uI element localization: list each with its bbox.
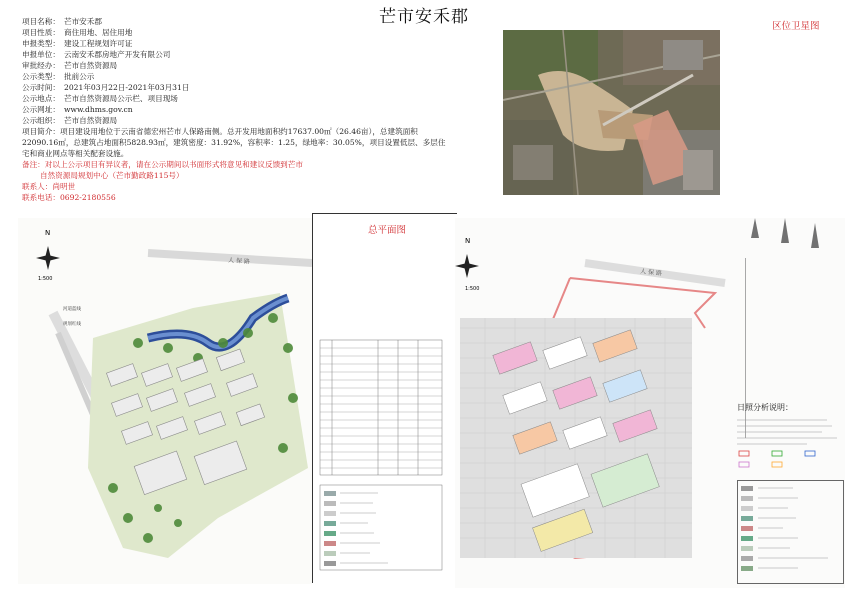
info-block (22, 16, 445, 203)
contact-person: 联系人：尚明世 (22, 182, 76, 191)
contact-phone: 联系电话：0692-2180556 (22, 193, 116, 202)
info-intro-1: 项目简介：项目建设用地位于云南省德宏州芒市人保路南侧。总开发用地面积约17637.00㎡（26.46亩），总建筑面积 (22, 127, 418, 136)
info-intro-3: 宅和商业网点等相关配套设施。 (22, 149, 129, 158)
remark-1: 备注：对以上公示项目有异议者，请在公示期间以书面形式将意见和建议反馈到芒市 (22, 160, 303, 169)
info-notice-place: 公示地点： 芒市自然资源局公示栏、项目现场 (22, 94, 178, 103)
info-report-type: 申报类型： 建设工程规划许可证 (22, 39, 133, 48)
sun-legend-title: 日照分析说明： (737, 403, 793, 412)
page-title: 芒市安禾郡 (379, 7, 469, 27)
tech-table-area (318, 335, 446, 575)
scale-label: 1:500 (38, 276, 53, 282)
info-project-name: 项目名称： 芒市安禾郡 (22, 17, 102, 26)
info-organizer: 公示组织： 芒市自然资源局 (22, 116, 118, 125)
divider-left (312, 213, 313, 583)
north-label: N (465, 237, 471, 245)
plan-line-label: 规划红线 (63, 322, 81, 327)
divider-top (312, 213, 457, 214)
satellite-title: 区位卫星图 (772, 21, 820, 32)
info-notice-time: 公示时间： 2021年03月22日-2021年03月31日 (22, 83, 190, 92)
scale-label: 1:500 (465, 286, 480, 292)
master-plan (18, 218, 312, 584)
info-approver: 审批经办： 芒市自然资源局 (22, 61, 118, 70)
info-intro-2: 22090.16㎡，总建筑占地面积5828.93㎡，建筑密度：31.92%，容积率：1.25，绿地率：30.05%，项目设置低层、多层住 (22, 138, 446, 147)
sun-legend-box (737, 480, 844, 584)
sun-legend (737, 416, 842, 476)
info-notice-type: 公示类型： 批前公示 (22, 72, 95, 81)
plan-title: 总平面图 (368, 225, 407, 236)
road-label: 人 保 路 (227, 257, 251, 266)
satellite-image (503, 30, 720, 195)
road-label-2: 人 保 路 (639, 268, 663, 278)
info-website[interactable]: 公示网址： www.dhms.gov.cn (22, 105, 133, 114)
river-line-label: 河道蓝线 (63, 307, 81, 312)
remark-2: 自然资源局规划中心（芒市勤政路115号） (40, 171, 184, 180)
info-applicant: 申报单位： 云南安禾郡房地产开发有限公司 (22, 50, 171, 59)
north-label: N (45, 229, 51, 237)
info-project-nature: 项目性质： 商住用地、居住用地 (22, 28, 133, 37)
